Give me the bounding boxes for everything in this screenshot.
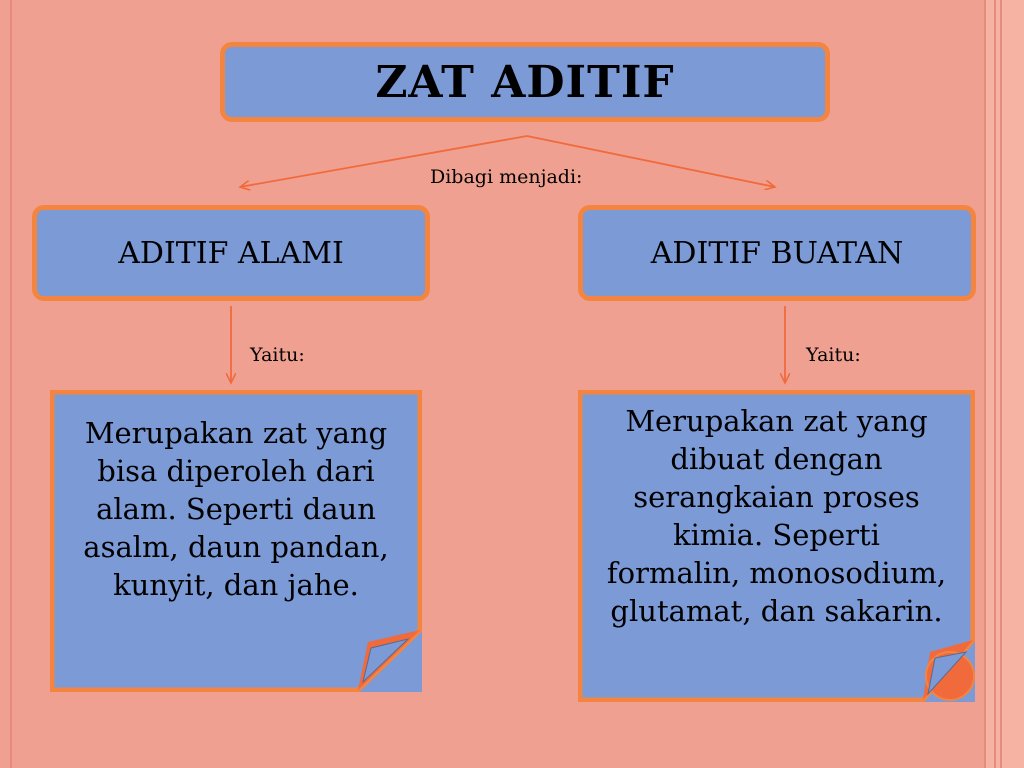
title-box <box>220 42 830 122</box>
text-line: asalm, daun pandan, <box>83 530 389 564</box>
alami-description-note <box>50 390 422 692</box>
alami-description-text <box>60 414 412 604</box>
text-line: formalin, monosodium, <box>606 556 947 590</box>
text-line: Merupakan zat yang <box>625 404 928 438</box>
text-line: kimia. Seperti <box>673 518 880 552</box>
right-link-label: Yaitu: <box>806 344 861 366</box>
aditif-alami-box <box>32 205 430 301</box>
left-link-label: Yaitu: <box>250 344 305 366</box>
text-line: Merupakan zat yang <box>84 416 388 450</box>
text-line: glutamat, dan sakarin. <box>610 594 943 628</box>
text-line: alam. Seperti daun <box>96 492 376 526</box>
text-line: bisa diperoleh dari <box>97 454 375 488</box>
buatan-description-note <box>578 390 975 702</box>
aditif-alami-label: ADITIF ALAMI <box>118 235 344 271</box>
text-line: kunyit, dan jahe. <box>113 568 359 602</box>
diagram-title: ZAT ADITIF <box>375 56 675 108</box>
text-line: serangkaian proses <box>633 480 920 514</box>
split-label: Dibagi menjadi: <box>430 166 583 188</box>
text-line: dibuat dengan <box>670 442 883 476</box>
aditif-buatan-label: ADITIF BUATAN <box>650 235 904 271</box>
buatan-description-text <box>586 402 967 630</box>
aditif-buatan-box <box>578 205 976 301</box>
